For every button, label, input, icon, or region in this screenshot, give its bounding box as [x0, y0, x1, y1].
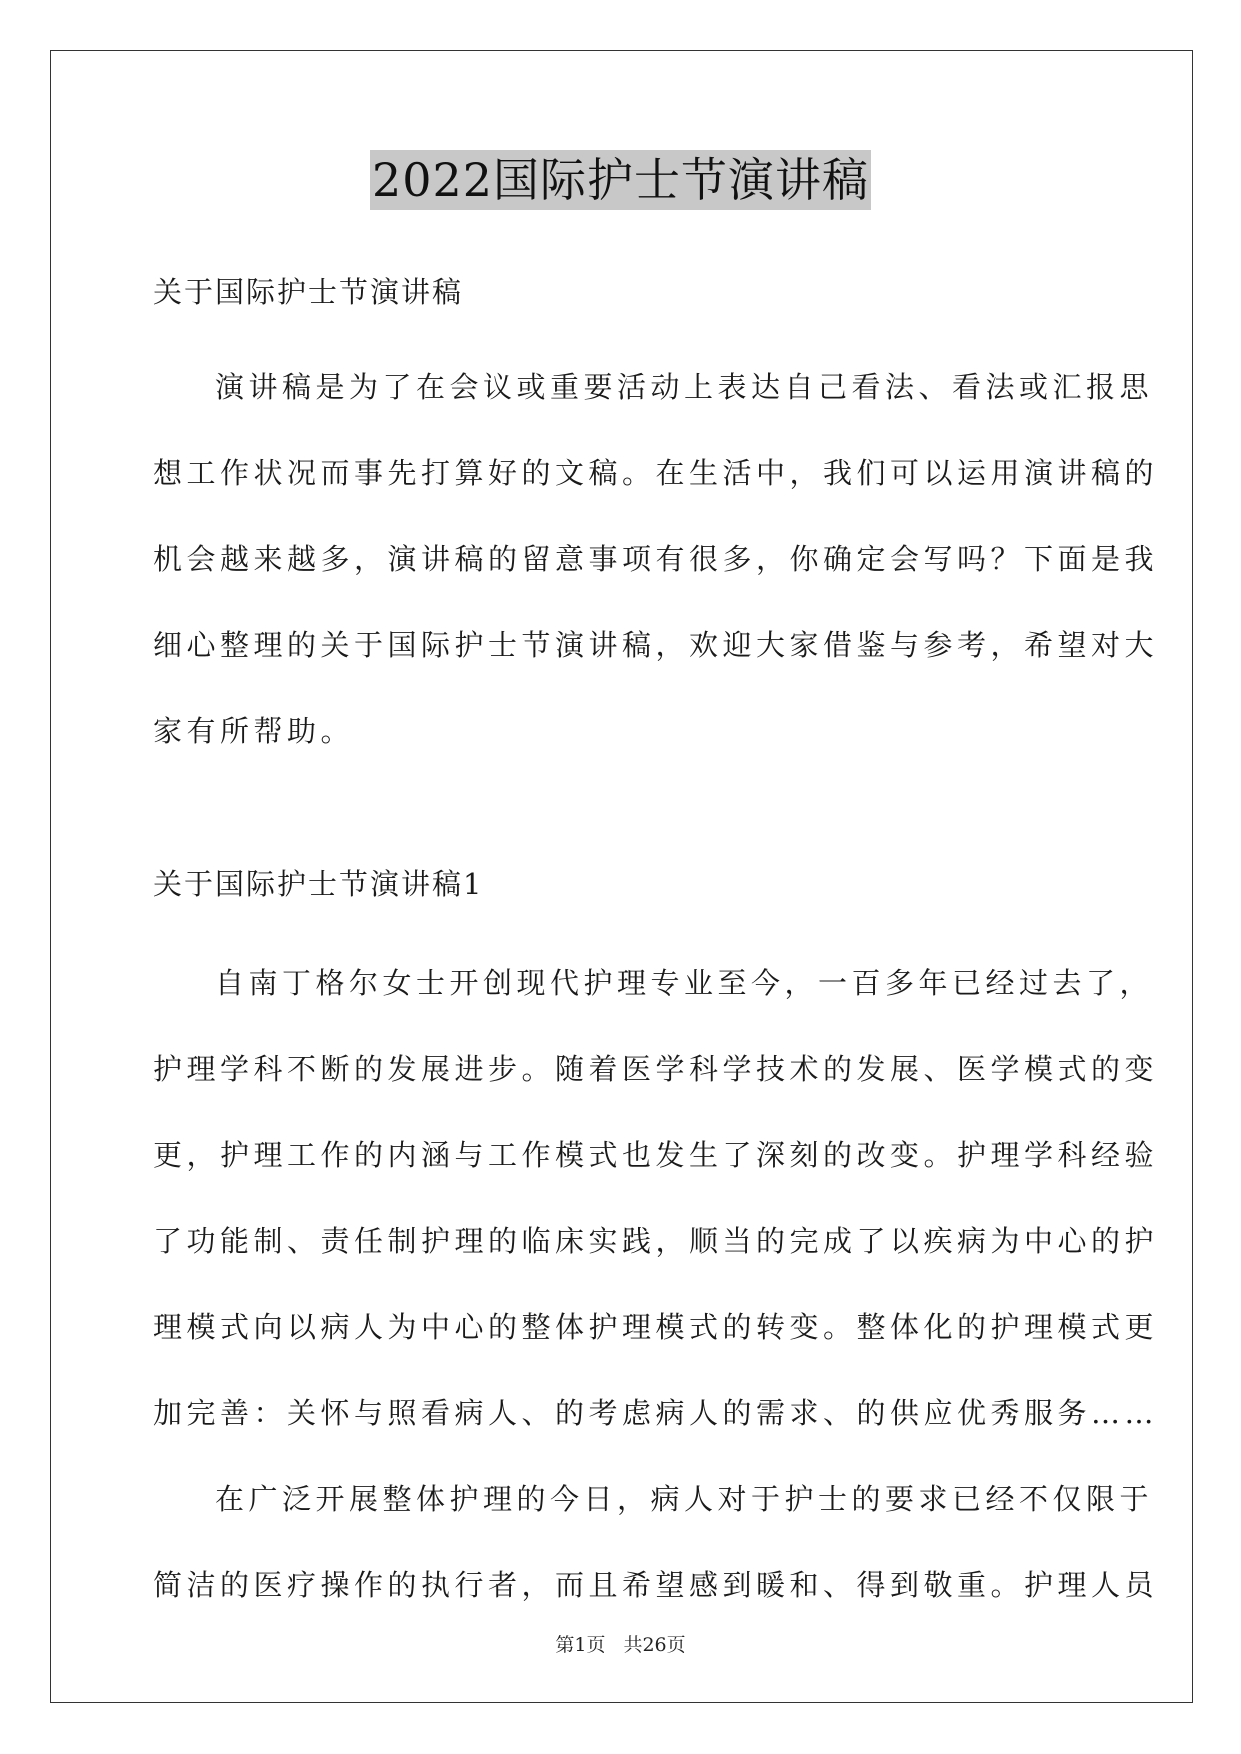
section1-paragraph-1	[153, 940, 1159, 1456]
section1-line: 自南丁格尔女士开创现代护理专业至今，一百多年已经过去了，	[215, 966, 1154, 1000]
intro-line: 演讲稿是为了在会议或重要活动上表达自己看法、看法或汇报思	[215, 370, 1154, 404]
intro-line: 机会越来越多，演讲稿的留意事项有很多，你确定会写吗？下面是我	[153, 542, 1159, 576]
intro-line: 家有所帮助。	[153, 714, 355, 748]
title-container	[0, 150, 1241, 210]
section1-line: 加完善：关怀与照看病人、的考虑病人的需求、的供应优秀服务……	[153, 1396, 1159, 1430]
section1-line: 简洁的医疗操作的执行者，而且希望感到暖和、得到敬重。护理人员	[153, 1568, 1159, 1602]
section1-line: 更，护理工作的内涵与工作模式也发生了深刻的改变。护理学科经验	[153, 1138, 1159, 1172]
section1-heading: 关于国际护士节演讲稿1	[153, 867, 484, 901]
intro-line: 细心整理的关于国际护士节演讲稿，欢迎大家借鉴与参考，希望对大	[153, 628, 1159, 662]
section1-line: 理模式向以病人为中心的整体护理模式的转变。整体化的护理模式更	[153, 1310, 1159, 1344]
section1-line: 了功能制、责任制护理的临床实践，顺当的完成了以疾病为中心的护	[153, 1224, 1159, 1258]
document-title: 2022国际护士节演讲稿	[370, 150, 871, 210]
section1-paragraph-2	[153, 1456, 1159, 1628]
intro-paragraph	[153, 344, 1159, 774]
section1-line: 在广泛开展整体护理的今日，病人对于护士的要求已经不仅限于	[215, 1482, 1154, 1516]
section1-line: 护理学科不断的发展进步。随着医学科学技术的发展、医学模式的变	[153, 1052, 1159, 1086]
intro-heading: 关于国际护士节演讲稿	[153, 275, 464, 309]
document-body	[153, 262, 1159, 1628]
page-footer	[0, 1630, 1241, 1657]
page-number: 第1页	[555, 1634, 606, 1656]
page-total: 共26页	[623, 1634, 686, 1656]
intro-line: 想工作状况而事先打算好的文稿。在生活中，我们可以运用演讲稿的	[153, 456, 1159, 490]
